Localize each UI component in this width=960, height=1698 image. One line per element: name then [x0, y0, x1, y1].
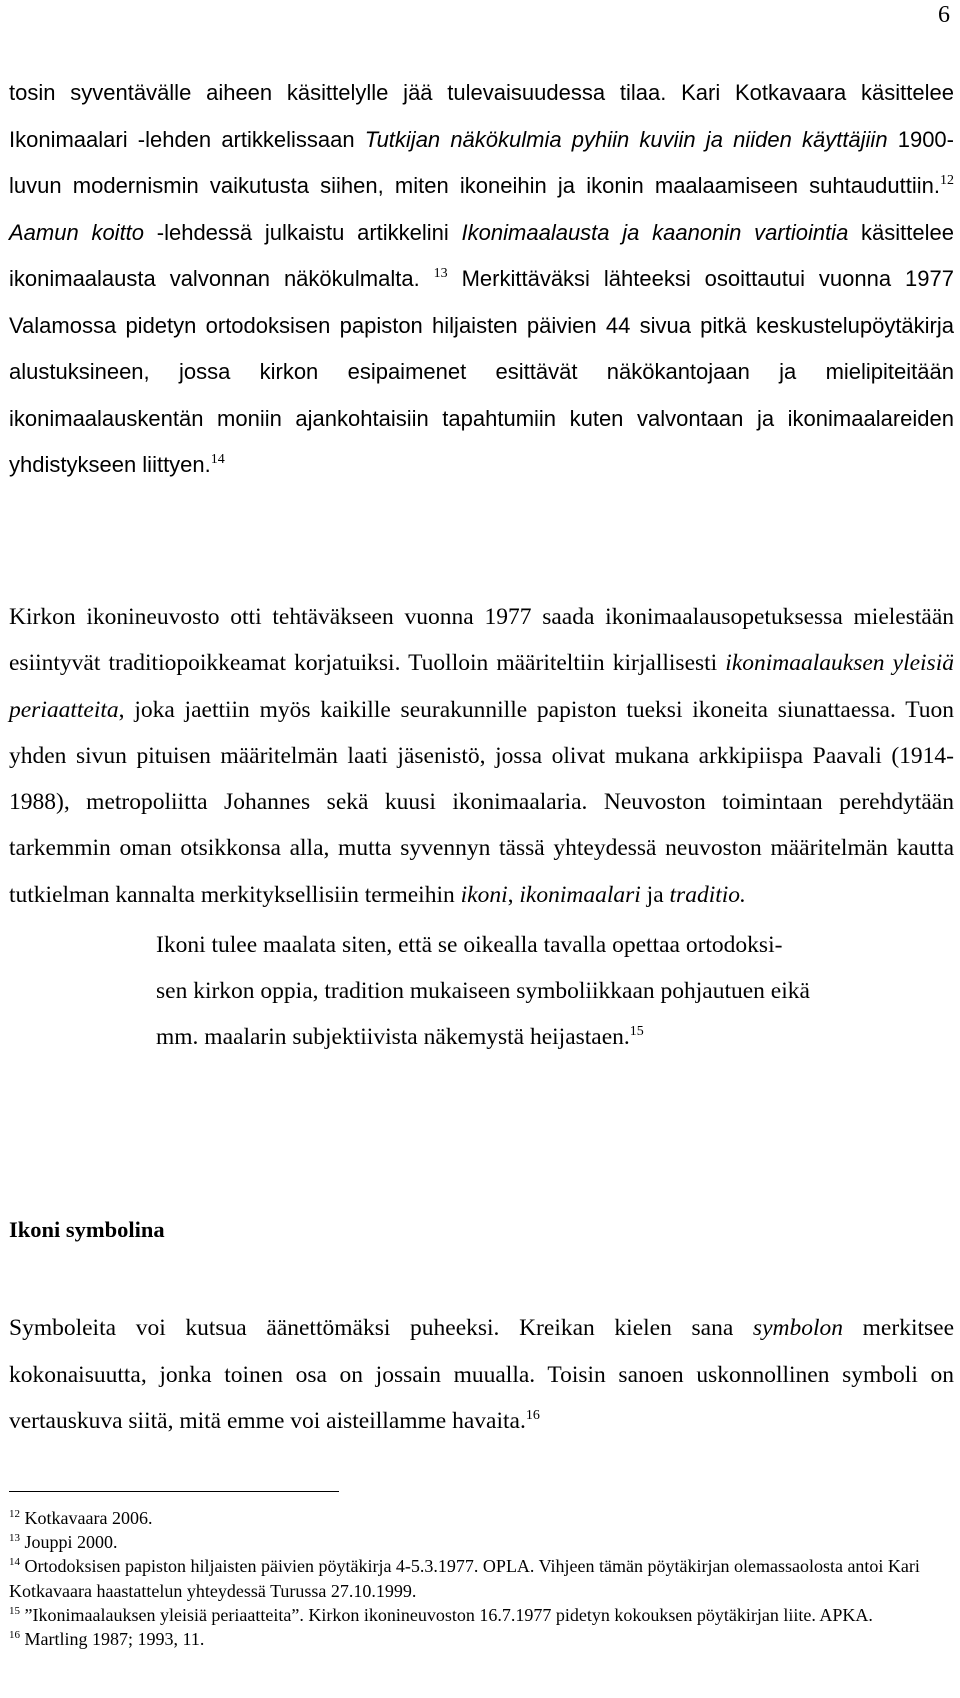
term-ikoni: ikoni [460, 881, 508, 908]
footnote-13: $^{13}$ Jouppi 2000. [9, 1532, 118, 1553]
body-paragraph-1: tosin syventävälle aiheen käsittelylle jää tulevaisuudessa tilaa. Kari Kotkavaara käsittelee Ikonimaalari -lehden artikkelissaan Tutkijan näkökulmia pyhiin kuviin ja niiden käyttäjiin 1900-luvun modernismin vaikutusta siihen, miten ikoneihin ja ikonin maalaamiseen suhtauduttiin.$^{12}$ Aamun koitto -lehdessä julkaistu artikkelini Ikonimaalausta ja kaanonin vartiointia käsittelee ikonimaalausta valvonnan näkökulmalta. $^{13}$ Merkittäväksi lähteeksi osoittautui vuonna 1977 Valamossa pidetyn ortodoksisen papiston hiljaisten päivien 44 sivua pitkä keskustelupöytäkirja alustuksineen, jossa kirkon esipaimenet esittävät näkökantojaan ja mielipiteitään ikonimaalauskentän moniin ajankohtaisiin tapahtumiin kuten valvontaan ja ikonimaalareiden yhdistykseen liittyen.$^{14}$ [9, 80, 954, 477]
footnote-ref-16[interactable]: 16 [525, 1408, 540, 1423]
quote-line: Ikoni tulee maalata siten, että se oikealla tavalla opettaa ortodoksi- [156, 932, 783, 958]
footnote-ref-12[interactable]: 12 [940, 173, 954, 188]
footnote-separator [9, 1491, 339, 1492]
footnote-12: $^{12}$ Kotkavaara 2006. [9, 1508, 153, 1528]
term-traditio: traditio. [669, 881, 746, 908]
quote-line: sen kirkon oppia, tradition mukaiseen symboliikkaan pohjautuen eikä [156, 978, 810, 1004]
term-ikonimaalari: ikonimaalari [519, 881, 641, 908]
section-heading: Ikoni symbolina [9, 1217, 165, 1242]
footnote-ref-15[interactable]: 15 [629, 1024, 644, 1039]
page-number: 6 [938, 2, 950, 28]
body-paragraph-2: Kirkon ikonineuvosto otti tehtäväkseen vuonna 1977 saada ikonimaalausopetuksessa mielestään esiintyvät traditiopoikkeamat korjatuiksi. Tuolloin määriteltiin kirjallisesti ikonimaalauksen yleisiä periaatteita, joka jaettiin myös kaikille seurakunnille papiston tueksi ikoneita siunattaessa. Tuon yhden sivun pituisen määritelmän laati jäsenistö, jossa olivat mukana arkkipiispa Paavali (1914-1988), metropoliitta Johannes sekä kuusi ikonimaalaria. Neuvoston toimintaan perehdytään tarkemmin oman otsikkonsa alla, mutta syvennyn tässä yhteydessä neuvoston määritelmän kautta tutkielman kannalta merkityksellisiin termeihin ikoni, ikonimaalari ja traditio. [9, 604, 954, 908]
footnotes [9, 1506, 954, 1651]
block-quote [156, 922, 936, 1060]
footnote-16: $^{16}$ Martling 1987; 1993, 11. [9, 1629, 205, 1650]
footnote-14: $^{14}$ Ortodoksisen papiston hiljaisten päivien pöytäkirja 4-5.3.1977. OPLA. Vihjeen tämän pöytäkirjan olemassaolosta antoi Kari Kotkavaara haastattelun yhteydessä Turussa 27.10.1999. [9, 1556, 920, 1601]
footnote-15: $^{15}$ ”Ikonimaalauksen yleisiä periaatteita”. Kirkon ikonineuvoston 16.7.1977 pidetyn kokouksen pöytäkirjan liite. APKA. [9, 1604, 873, 1625]
footnote-ref-13[interactable]: 13 [433, 266, 448, 281]
footnote-ref-14[interactable]: 14 [210, 452, 225, 467]
quote-line: mm. maalarin subjektiivista näkemystä heijastaen.$^{15}$ [156, 1024, 644, 1050]
body-paragraph-3: Symboleita voi kutsua äänettömäksi puheeksi. Kreikan kielen sana symbolon merkitsee kokonaisuutta, jonka toinen osa on jossain muualla. Toisin sanoen uskonnollinen symboli on vertauskuva siitä, mitä emme voi aisteillamme havaita.$^{16}$ [9, 1315, 955, 1434]
